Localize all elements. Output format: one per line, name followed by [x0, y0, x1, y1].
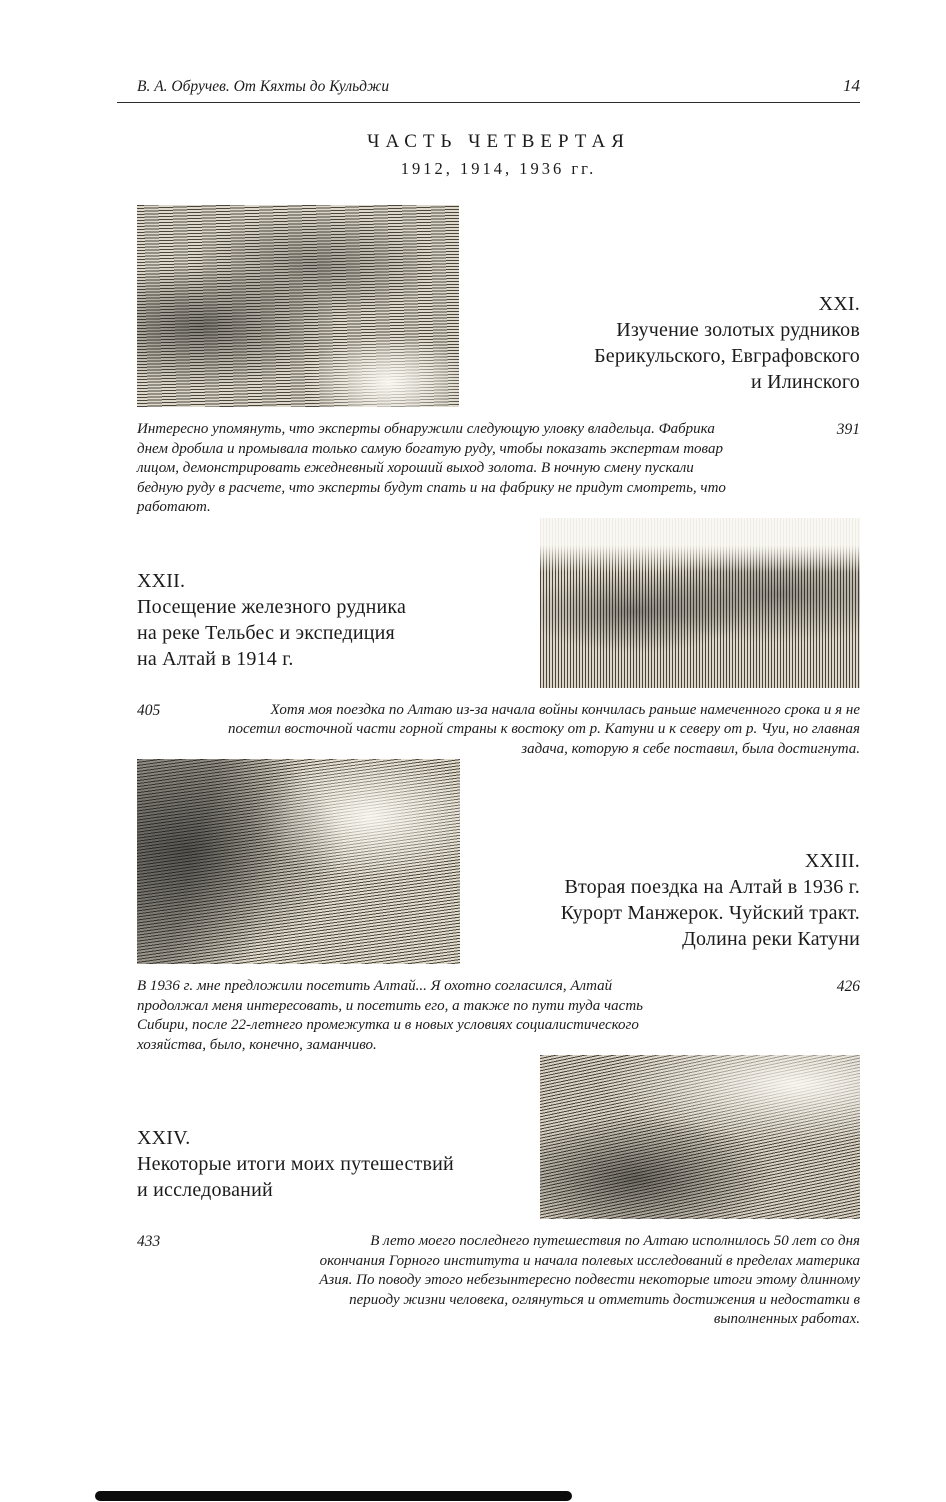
page-number: 14 — [843, 76, 860, 95]
chapter-title-xxiv — [137, 1125, 540, 1203]
chapter-title-line: на реке Тельбес и экспедиция — [137, 621, 395, 644]
chapter-section-xxii — [137, 518, 860, 760]
rocky-slope-engraving — [540, 1055, 860, 1219]
chapter-title-line: Долина реки Катуни — [682, 928, 860, 950]
chapter-title-xxiii — [460, 848, 860, 952]
chapter-number: XXIII. — [804, 850, 860, 872]
part-heading — [137, 131, 860, 179]
chapter-excerpt: Интересно упомянуть, что эксперты обнаружили следующую уловку владельца. Фабрика днем дробила и промывала только самую богатую руду, чтобы показать экспертам товар лицом, демонстрировать ежедневный хороший выход золота. В ночную смену пускали бедную руду в расчете, что эксперты будут спать и на фабрику не придут смотреть, что работают. — [137, 421, 726, 515]
chapter-title-line: и Илинского — [750, 371, 860, 393]
bottom-scrollbar-thumb[interactable] — [95, 1491, 572, 1501]
chapter-page-ref: 433 — [137, 1233, 161, 1250]
part-title: ЧАСТЬ ЧЕТВЕРТАЯ — [367, 131, 630, 152]
chapter-number: XXI. — [818, 293, 860, 315]
chapter-title-line: на Алтай в 1914 г. — [137, 647, 294, 670]
chapter-page-ref: 391 — [836, 421, 860, 438]
chapter-page-ref: 405 — [137, 701, 161, 719]
chapter-number: XXIV. — [137, 1127, 191, 1149]
running-title: В. А. Обручев. От Кяхты до Кульджи — [137, 78, 390, 95]
mountain-cliff-engraving — [137, 759, 460, 964]
chapter-title-line: Курорт Манжерок. Чуйский тракт. — [560, 902, 860, 924]
chapter-excerpt: Хотя моя поездка по Алтаю из-за начала войны кончилась раньше намеченного срока и я не посетил восточной части горной страны к востоку от р. Катуни и к северу от р. Чуи, но главная задача, которую я себе поставил, была достигнута. — [227, 701, 860, 757]
chapter-title-line: и исследований — [137, 1179, 273, 1201]
chapter-section-xxiii — [137, 759, 860, 1055]
chapter-title-line: Посещение железного рудника — [137, 595, 407, 618]
chapter-section-xxiv — [137, 1055, 860, 1330]
chapter-excerpt: В 1936 г. мне предложили посетить Алтай... Я охотно согласился, Алтай продолжал меня интересовать, и посетить его, а также по пути туда часть Сибири, после 22-летнего промежутка и в новых условиях социалистического хозяйства, было, конечно, заманчиво. — [137, 978, 643, 1053]
chapter-title-xxii — [137, 568, 540, 672]
page-header — [117, 76, 860, 103]
chapter-number: XXII. — [137, 569, 186, 592]
chapter-title-xxi — [459, 291, 860, 395]
chapter-title-line: Вторая поездка на Алтай в 1936 г. — [564, 876, 860, 898]
chapter-title-line: Берикульского, Евграфовского — [594, 345, 860, 367]
part-subtitle: 1912, 1914, 1936 гг. — [400, 159, 597, 178]
chapter-section-xxi — [137, 205, 860, 518]
chapter-excerpt: В лето моего последнего путешествия по Алтаю исполнилось 50 лет со дня окончания Горного института и начала полевых исследований в пределах материка Азия. По поводу этого небезынтересно подвести некоторые итоги этому длинному периоду жизни человека, оглянуться и отметить достижения и недостатки в выполненных работах. — [319, 1233, 860, 1327]
mining-village-engraving — [540, 518, 860, 688]
chapter-title-line: Изучение золотых рудников — [616, 319, 860, 341]
river-valley-engraving — [137, 205, 459, 407]
chapter-page-ref: 426 — [836, 978, 860, 995]
chapter-title-line: Некоторые итоги моих путешествий — [137, 1153, 454, 1175]
